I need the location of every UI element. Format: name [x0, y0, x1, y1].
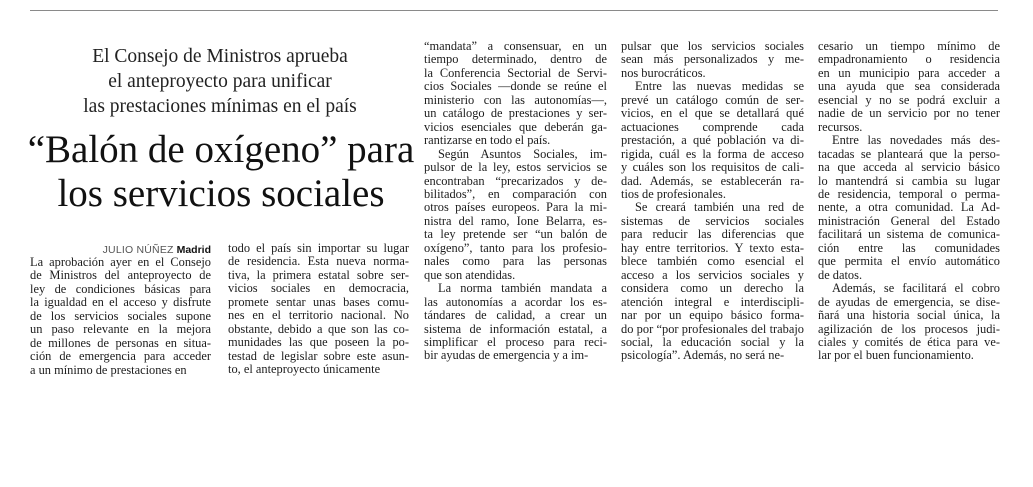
article-text-line: una ayuda que sea considerada	[818, 80, 1000, 94]
article-text-line: actuaciones comprende cada	[621, 120, 804, 134]
article-text-line: de ayudas de emergencia, se dise-	[818, 295, 1000, 309]
article-text-line: psicología”. Además, no será ne-	[621, 349, 785, 363]
article-text-line: de residencia, temporal o perma-	[818, 187, 1000, 201]
article-text-line: Entre las nuevas medidas se	[635, 80, 804, 94]
article-text-line: tios de profesionales.	[621, 187, 726, 201]
article-text-line: to, el anteproyecto únicamente	[228, 363, 381, 377]
article-text-line: tacadas se planteará que la perso-	[818, 147, 1000, 161]
article-text-line: nos burocráticos.	[621, 66, 706, 80]
subheadline-line: el anteproyecto para unificar	[108, 71, 332, 92]
headline-line: “Balón de oxígeno” para	[27, 128, 415, 171]
article-text-line: Además, se facilitará el cobro	[832, 282, 1000, 296]
article-text-line: Entre las novedades más des-	[832, 134, 1000, 148]
article-column-4	[621, 40, 804, 363]
article-text-line: pulsar que los servicios sociales	[621, 40, 804, 53]
article-text-line: y cuáles son los requisitos de cali-	[621, 161, 804, 175]
byline-author: JULIO NÚÑEZ	[102, 244, 174, 256]
article-text-line: prestación, a qué población va di-	[621, 134, 804, 148]
article-text-line: lo mantendrá si cambia su lugar	[818, 174, 1000, 188]
article-column-3	[424, 40, 607, 363]
article-text-line: sistema de información estatal, a	[424, 322, 607, 336]
byline	[30, 243, 211, 257]
article-text-line: nente, a otra comunidad. La Ad-	[818, 201, 1000, 215]
article-text-line: ciales y comités de ética para ve-	[818, 335, 1000, 349]
article-text-line: cesario un tiempo mínimo de	[818, 40, 1000, 53]
article-text-line: lar por el buen funcionamiento.	[818, 349, 974, 363]
article-text-line: facilitará un sistema de comunica-	[818, 228, 1000, 242]
article-text-line: nales como para las personas	[424, 255, 607, 269]
article-text-line: vicios esenciales que deberán ga-	[424, 120, 607, 134]
article-text-line: ministración General del Estado	[818, 214, 1000, 228]
article-text-line: nar por un equipo básico forma-	[621, 309, 804, 323]
article-text-line: ción de emergencia para acceder	[30, 350, 211, 364]
article-text-line: La norma también mandata a	[438, 282, 607, 296]
article-text-line: de residencia. Esta nueva norma-	[228, 255, 409, 269]
article-text-line: sean más personalizados y me-	[621, 53, 804, 67]
article-text-line: Según Asuntos Sociales, im-	[438, 147, 607, 161]
article-text-line: de millones de personas en situa-	[30, 336, 211, 350]
article-text-line: nes en el territorio nacional. No	[228, 309, 409, 323]
article-text-line: agilización de los procesos judi-	[818, 322, 1000, 336]
article-text-line: ción entre las comunidades	[818, 241, 1000, 255]
article-text-line: para reducir las diferencias que	[621, 228, 804, 242]
article-text-line: tándares de calidad, a crear un	[424, 309, 607, 323]
article-text-line: todo el país sin importar su lugar	[228, 242, 409, 255]
article-text-line: otros países europeos. Para la mi-	[424, 201, 607, 215]
article-text-line: do por “por profesionales del trabajo	[621, 322, 804, 336]
article-text-line: que permita el envío automático	[818, 255, 1000, 269]
byline-place: Madrid	[176, 244, 211, 256]
article-text-line: Se creará también una red de	[635, 201, 804, 215]
article-text-line: simplificar el proceso para reci-	[424, 335, 607, 349]
article-text-line: de los servicios sociales supone	[30, 309, 211, 323]
subheadline-line: El Consejo de Ministros aprueba	[92, 46, 348, 67]
article-column-1	[30, 256, 211, 377]
article-text-line: ta ley pretende ser “un balón de	[424, 228, 607, 242]
article-text-line: dad. Además, se establecerán ra-	[621, 174, 804, 188]
article-text-line: un paso relevante en la mejora	[30, 323, 211, 337]
article-text-line: tiva, la primera estatal sobre ser-	[228, 268, 409, 282]
article-text-line: en un municipio para acceder a	[818, 66, 1000, 80]
article-text-line: a un mínimo de prestaciones en	[30, 363, 187, 377]
article-text-line: esencial y no se podrá excluir a	[818, 93, 1000, 107]
article-text-line: la Conferencia Sectorial de Servi-	[424, 66, 607, 80]
subheadline	[30, 44, 410, 119]
article-text-line: prevé un catálogo común de ser-	[621, 93, 804, 107]
article-text-line: de Ministros del anteproyecto de	[30, 269, 211, 283]
article-text-line: vicios, en el que se detallará qué	[621, 107, 804, 121]
article-text-line: de datos.	[818, 268, 863, 282]
article-text-line: que son atendidas.	[424, 268, 516, 282]
article-text-line: considera como un derecho la	[621, 282, 804, 296]
article-text-line: acceso a los servicios sociales y	[621, 268, 804, 282]
article-text-line: tiempo determinado, dentro de	[424, 53, 607, 67]
article-text-line: sistemas de servicios sociales	[621, 214, 804, 228]
article-text-line: social, la educación social y la	[621, 335, 804, 349]
article-text-line: bilitados”, en comparación con	[424, 187, 607, 201]
top-rule	[30, 10, 998, 11]
article-text-line: cios Sociales —donde se reúne el	[424, 80, 607, 94]
article-text-line: la igualdad en el acceso y disfrute	[30, 296, 211, 310]
article-text-line: nistra del ramo, Ione Belarra, es-	[424, 214, 607, 228]
article-column-2	[228, 242, 409, 377]
article-text-line: oxígeno”, tanto para los profesio-	[424, 241, 607, 255]
article-text-line: un catálogo de prestaciones y ser-	[424, 107, 607, 121]
article-text-line: pulsor de la ley, estos servicios se	[424, 161, 607, 175]
article-text-line: obstante, debido a que son las co-	[228, 322, 409, 336]
article-text-line: blece también como esencial el	[621, 255, 804, 269]
article-text-line: bir ayudas de emergencia y a im-	[424, 349, 589, 363]
article-text-line: ministerio con las autonomías—,	[424, 93, 607, 107]
article-column-5	[818, 40, 1000, 363]
article-text-line: hay entre territorios. Y texto esta-	[621, 241, 804, 255]
headline-line: los servicios sociales	[57, 172, 385, 215]
article-text-line: na que acceda al servicio básico	[818, 161, 1000, 175]
article-text-line: ñará una historia social única, la	[818, 309, 1000, 323]
article-text-line: promete sentar unas bases comu-	[228, 295, 409, 309]
article-text-line: empadronamiento o residencia	[818, 53, 1000, 67]
subheadline-line: las prestaciones mínimas en el país	[83, 96, 357, 117]
article-text-line: La aprobación ayer en el Consejo	[30, 256, 211, 269]
article-text-line: rigida, cuál es la forma de acceso	[621, 147, 804, 161]
article-text-line: nadie de un servicio por no tener	[818, 107, 1000, 121]
headline	[26, 128, 416, 216]
article-text-line: munidades las que poseen la po-	[228, 336, 409, 350]
article-text-line: “mandata” a consensuar, en un	[424, 40, 607, 53]
article-text-line: rantizarse en todo el país.	[424, 134, 551, 148]
article-text-line: vicios sociales en democracia,	[228, 282, 409, 296]
article-text-line: recursos.	[818, 120, 863, 134]
article-text-line: encontraban “precarizados y de-	[424, 174, 607, 188]
article-text-line: ley de condiciones básicas para	[30, 282, 211, 296]
article-text-line: las autonomías a acordar los es-	[424, 295, 607, 309]
article-text-line: atención integral e interdiscipli-	[621, 295, 804, 309]
article-text-line: testad de legislar sobre este asun-	[228, 349, 409, 363]
